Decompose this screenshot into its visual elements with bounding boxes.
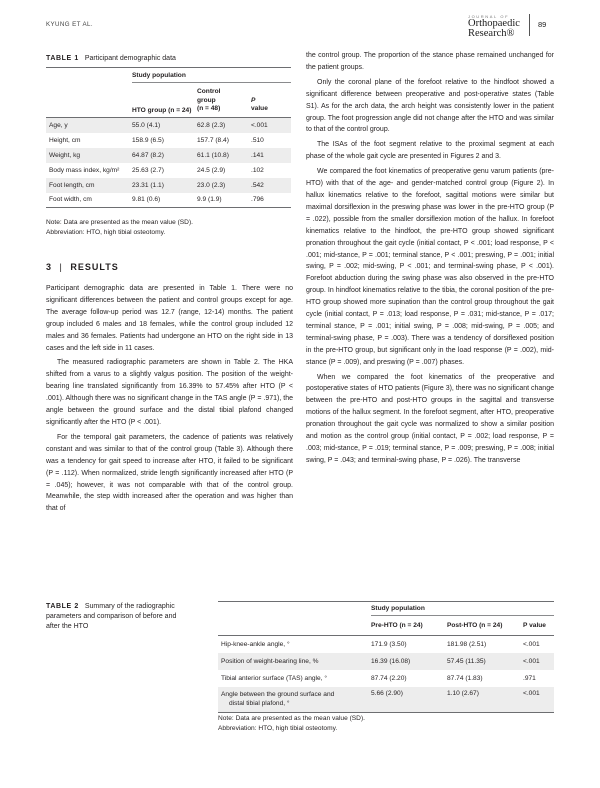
- table-row: Tibial anterior surface (TAS) angle, ° 87.74 (2.20) 87.74 (1.83) .971: [221, 674, 536, 682]
- table1-header-row: [46, 83, 291, 118]
- section-heading: [46, 262, 119, 272]
- table1-group-row: [46, 68, 291, 83]
- table2-col-p: P value: [523, 616, 554, 636]
- right-column-text: [306, 50, 554, 467]
- left-column-text: [46, 283, 293, 515]
- paragraph: The measured radiographic parameters are shown in Table 2. The HKA shifted from a varus to a slightly valgus position. The position of the weight-bearing line translated significantly from 16.39% to 57.45% after HTO (P < .001). Although there was no significant change in the TAS angle (P = .971), the angle between the ground surface and the distal tibial plafond changed significantly after the HTO (P < .001).: [46, 359, 293, 426]
- section-title: RESULTS: [70, 262, 119, 272]
- journal-logo-line1: Orthopaedic: [468, 18, 520, 29]
- paragraph: For the temporal gait parameters, the cadence of patients was relatively constant and was similar to that of the control group (Table 3). Although there was a tendency for gait speed to increase after HTO, it failed to be significant (P = .112). When normalized, stride length significantly increased after HTO (P = .045); however, it was not comparable with that of the control group. Meanwhile, the step width increased after the operation and was higher than that of: [46, 433, 293, 513]
- table-row: Hip-knee-ankle angle, ° 171.9 (3.50) 181.98 (2.51) <.001: [221, 640, 540, 648]
- paragraph: The ISAs of the foot segment relative to the proximal segment at each phase of the whole gait cycle are presented in Figures 2 and 3.: [306, 141, 554, 161]
- table-row: Position of weight-bearing line, % 16.39 (16.08) 57.45 (11.35) <.001: [218, 653, 554, 670]
- table2-col-post: Post-HTO (n = 24): [447, 616, 523, 636]
- table2-col-pre: Pre-HTO (n = 24): [371, 616, 447, 636]
- paragraph: Only the coronal plane of the forefoot relative to the hindfoot showed a significant difference between preoperative and post-operative states (Table S1). As for the arch data, the arch height was consistently lower in the patient group. The foot progression angle did not change after the HTO and was similar to that of the control group.: [306, 78, 554, 134]
- paragraph: When we compared the foot kinematics of the preoperative and postoperative states of HTO patients (Figure 3), there was no significant change between the pre-HTO and post-HTO groups in the sagittal and transverse motions of the hallux segment. In the forefoot segment, after HTO, preoperative pronation throughout the gait cycle was normalized to show a similar position and motion as the control group (initial contact, P = .002; load response, P = .003; mid-stance, P = .019; terminal stance, P = .009; preswing, P = .008; initial swing, P = .043; and terminal-swing phase, P = .026). The transverse: [306, 373, 554, 464]
- table2-group-row: [218, 602, 554, 616]
- table1-col-control: Control group (n = 48): [197, 83, 251, 118]
- table-row: Foot length, cm 23.31 (1.1) 23.0 (2.3) .542: [46, 178, 291, 193]
- journal-logo-line2: Research®: [468, 28, 515, 39]
- table2: [218, 601, 554, 713]
- section-number: 3: [46, 262, 53, 272]
- table-row: Age, y 55.0 (4.1) 62.8 (2.3) <.001: [46, 118, 291, 133]
- section-separator: |: [59, 262, 63, 272]
- table-row: Body mass index, kg/m² 25.63 (2.7) 24.5 (2.9) .102: [49, 166, 264, 174]
- table-row: Foot width, cm 9.81 (0.6) 9.9 (1.9) .796: [46, 193, 291, 208]
- table1: [46, 67, 291, 208]
- table1-note: Note: Data are presented as the mean value (SD). Abbreviation: HTO, high tibial osteotomy.: [46, 219, 193, 236]
- table-row: Height, cm 158.9 (6.5) 157.7 (8.4) .510: [49, 136, 264, 144]
- table2-caption: TABLE 2 Summary of the radiographic parameters and comparison of before and after the HTO: [46, 603, 177, 630]
- table1-label: TABLE 1: [46, 55, 79, 62]
- table1-col-p: P value: [251, 83, 291, 118]
- table2-label: TABLE 2: [46, 603, 79, 610]
- running-head-authors: KYUNG ET AL.: [46, 21, 93, 28]
- table1-caption: [46, 54, 296, 64]
- journal-logo-prefix: JOURNAL OF: [468, 14, 510, 19]
- table2-note: Note: Data are presented as the mean value (SD). Abbreviation: HTO, high tibial osteotomy.: [218, 715, 365, 732]
- table1-title: Participant demographic data: [84, 55, 176, 62]
- paragraph: We compared the foot kinematics of preoperative genu varum patients (pre-HTO) with that of the age- and gender-matched control group (Figure 2). In hallux kinematics relative to the forefoot, sagittal motions were similar but maximal dorsiflexion in the preswing phase was lower in the pre-HTO group (P = .022), possible from the smaller dorsiflexion motion of the hallux. In forefoot kinematics relative to the hindfoot, the pre-HTO group showed significant pronation throughout the gait cycle (initial contact, P < .001; load response, P < .001; mid-stance, P = .001; terminal stance, P < .001; preswing, P = .001; initial swing, P = .002; mid-swing, P < .001; and terminal-swing phase, P < .001). Forefoot abduction during the swing phase was also observed in the pre-HTO group. In hindfoot kinematics relative to the tibia, the coronal position of the pre-HTO group showed more supination than the control group throughout the gait cycle (initial contact, P = .013; load response, P = .031; mid-stance, P = .017; terminal stance, P = .001; initial swing, P = .008; mid-swing, P = .005; and terminal-swing phase, P = .003). There was a tendency of dorsiflexed position in the pre-HTO group, but significant only in the load response (P = .002), mid-stance (P = .009), and preswing (P = .007) phases.: [306, 168, 554, 366]
- table1-col-hto: HTO group (n = 24): [132, 83, 197, 118]
- table1-group-header: Study population: [132, 68, 291, 83]
- table2-header-row: [218, 616, 554, 636]
- paragraph: Participant demographic data are presented in Table 1. There were no significant differences between the patient and control groups except for age. The average follow-up period was 12.7 (range, 12-14) months. The patient group included 6 males and 18 females, while the control group included 12 males and 36 females. Patients had undergone an HTO on the right side in 13 cases and the left side in 11 cases.: [46, 285, 293, 352]
- table-row: Angle between the ground surface and distal tibial plafond, ° 5.66 (2.90) 1.10 (2.67) <.001: [218, 687, 554, 713]
- table-row: Weight, kg 64.87 (8.2) 61.1 (10.8) .141: [46, 148, 291, 163]
- header-divider: [529, 14, 530, 36]
- journal-logo: [468, 14, 520, 39]
- table2-group-header: Study population: [371, 602, 554, 616]
- page-number: 89: [538, 20, 547, 29]
- paragraph: the control group. The proportion of the stance phase remained unchanged for the patient groups.: [306, 52, 554, 71]
